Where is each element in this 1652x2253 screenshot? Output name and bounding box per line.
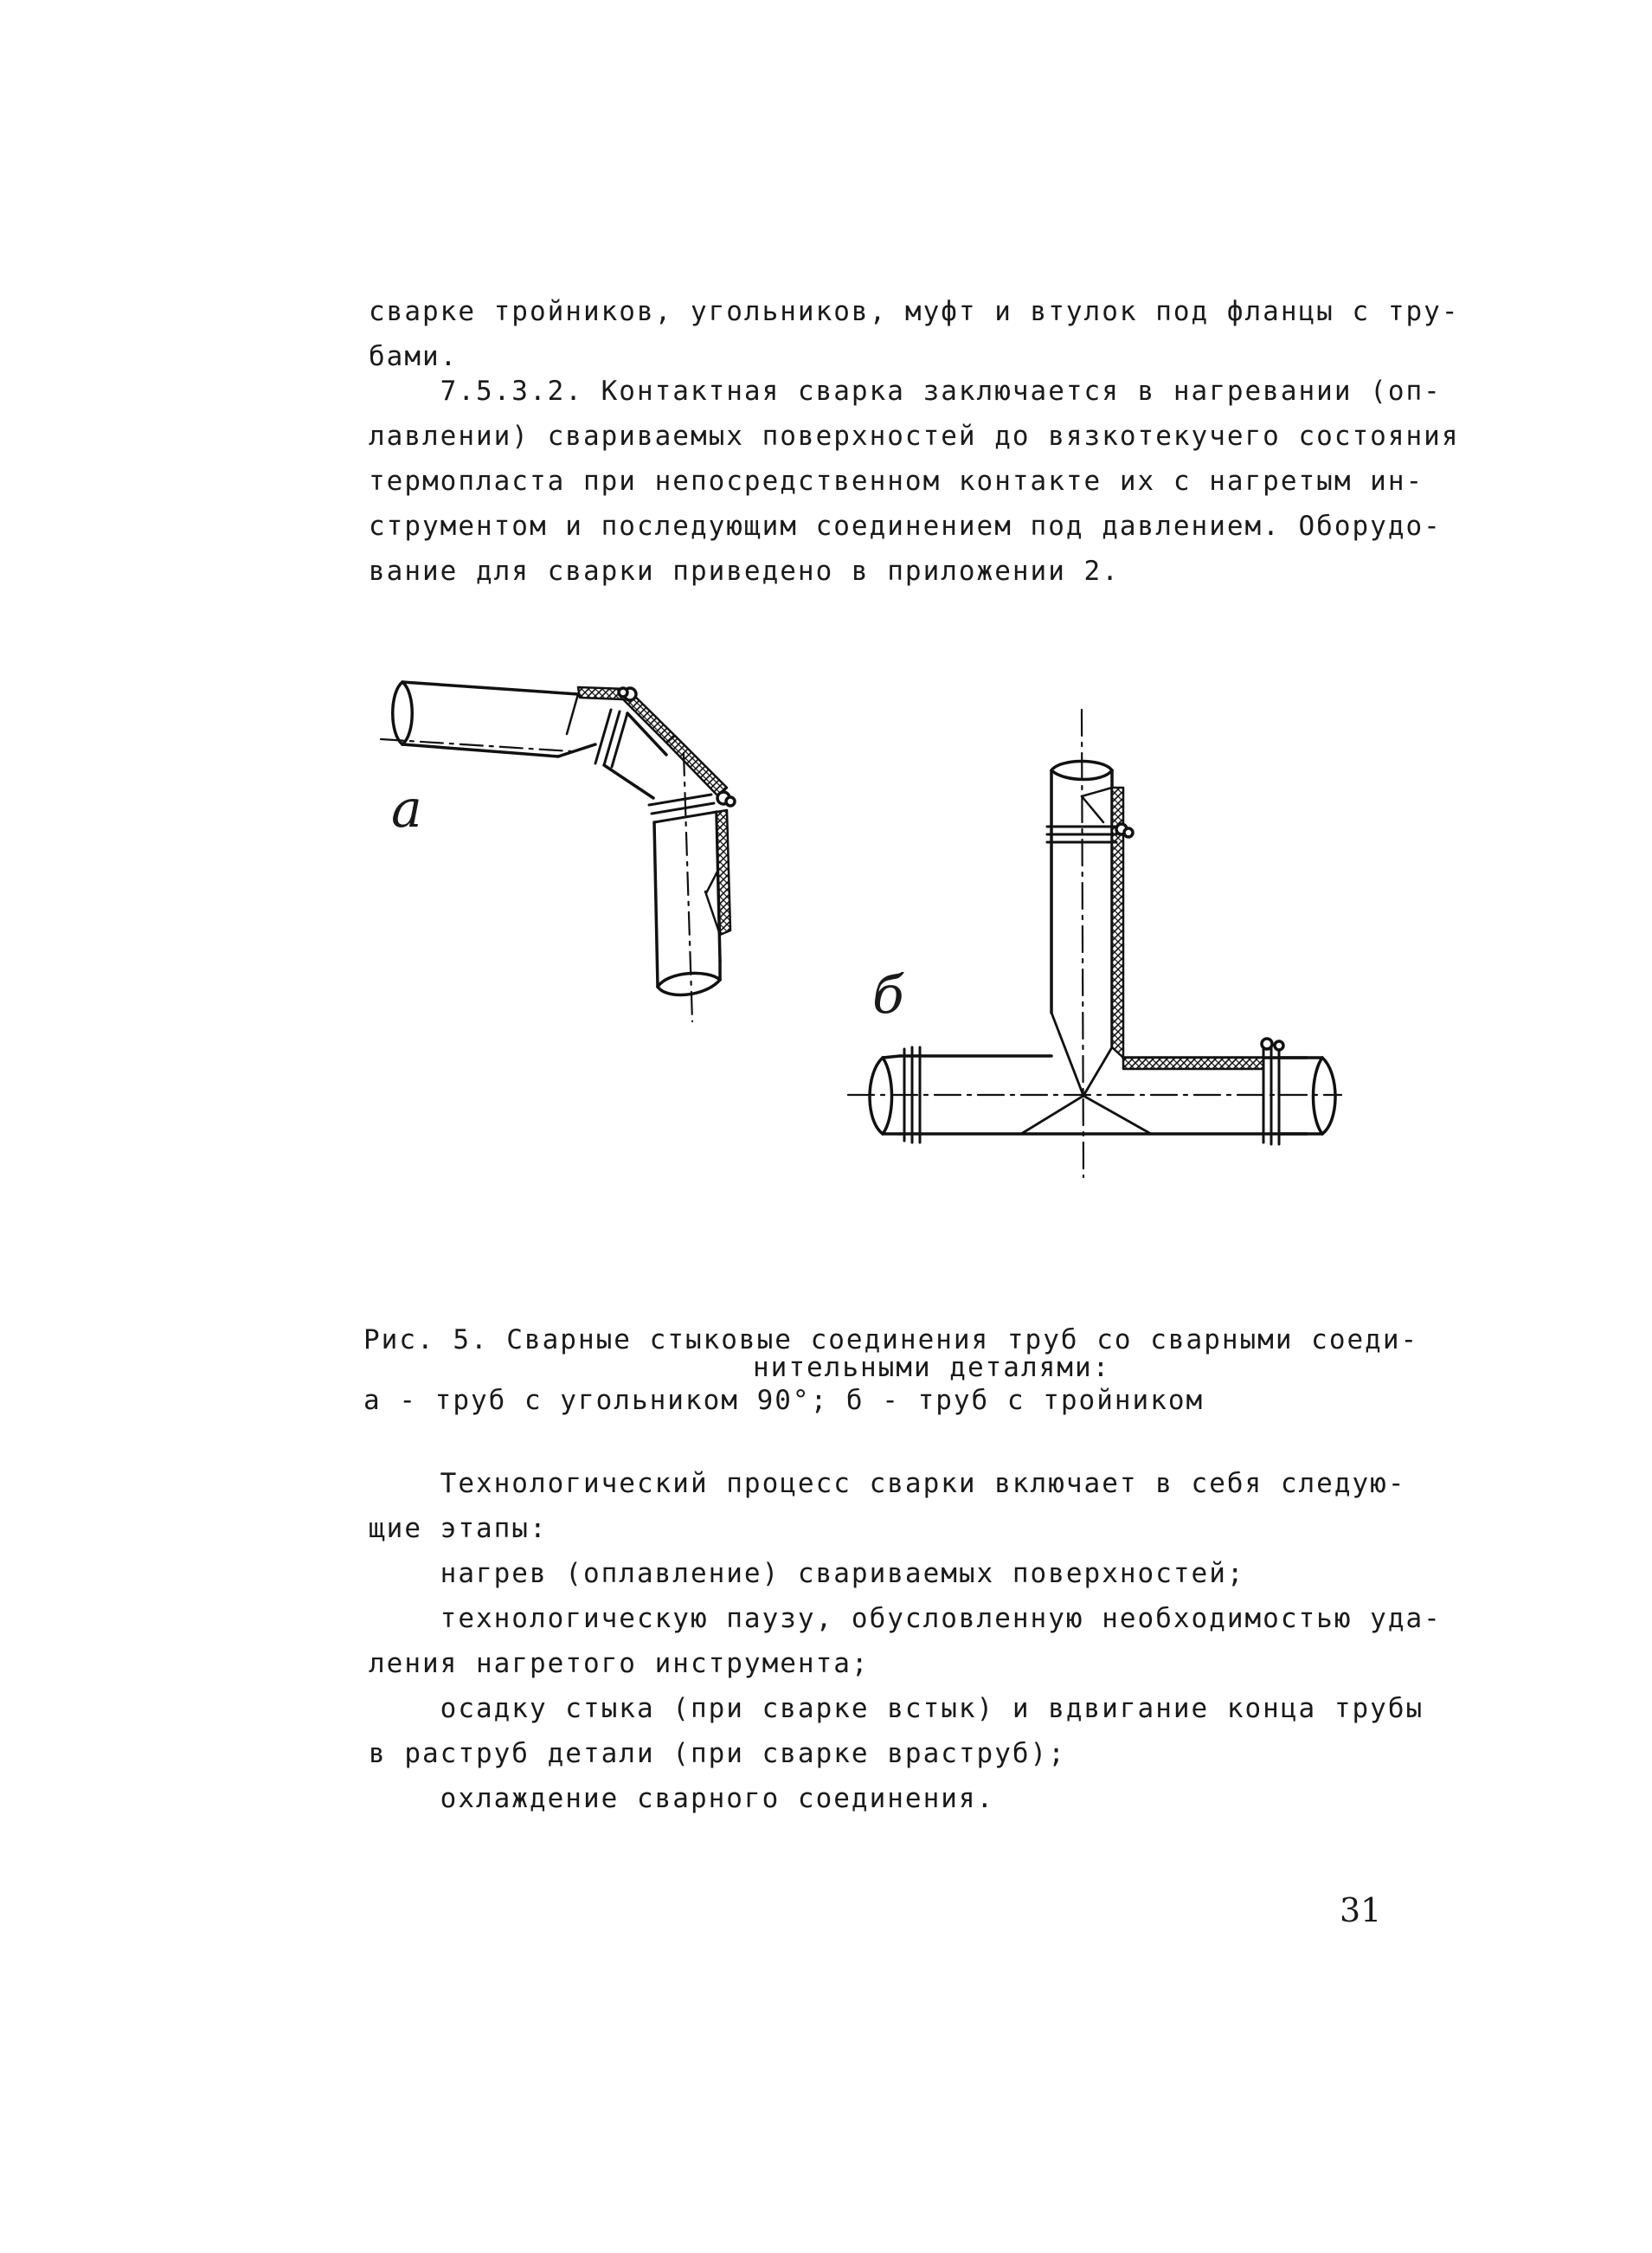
text-line: нагрев (оплавление) свариваемых поверхностей; xyxy=(369,1558,1245,1589)
text-line: сварке тройников, угольников, муфт и втулок под фланцы с тру- xyxy=(369,296,1460,327)
paragraph-2 xyxy=(369,369,1459,594)
text-line: в раструб детали (при сварке враструб); xyxy=(369,1738,1066,1769)
figure-caption-line-1: Рис. 5. Сварные стыковые соединения труб со сварными соеди- xyxy=(363,1324,1419,1355)
figure-caption-line-3: а - труб с угольником 90°; б - труб с тройником xyxy=(363,1385,1205,1416)
text-line: термопласта при непосредственном контакте их с нагретым ин- xyxy=(369,466,1424,497)
paragraph-1 xyxy=(369,289,1459,379)
text-line: струментом и последующим соединением под давлением. Оборудо- xyxy=(369,511,1442,542)
paragraph-3 xyxy=(369,1461,1442,1821)
text-line: 7.5.3.2. Контактная сварка заключается в нагревании (оп- xyxy=(369,376,1442,407)
text-line: вание для сварки приведено в приложении 2. xyxy=(369,556,1120,587)
text-line: бами. xyxy=(369,341,459,372)
text-line: осадку стыка (при сварке встык) и вдвигание конца трубы xyxy=(369,1693,1424,1724)
text-line: охлаждение сварного соединения. xyxy=(369,1783,995,1814)
figure-label-b: б xyxy=(872,965,904,1026)
figure-caption-line-2: нительными деталями: xyxy=(753,1352,1111,1383)
text-line: лавлении) свариваемых поверхностей до вязкотекучего состояния xyxy=(369,421,1460,452)
elbow-fitting xyxy=(381,682,735,1021)
text-line: ления нагретого инструмента; xyxy=(369,1648,870,1679)
text-line: Технологический процесс сварки включает в себя следую- xyxy=(369,1468,1406,1499)
figure-pipe-joints xyxy=(363,658,1385,1281)
figure-label-a: а xyxy=(391,779,422,840)
text-line: щие этапы: xyxy=(369,1513,548,1544)
page-number: 31 xyxy=(1340,1891,1382,1929)
tee-fitting xyxy=(848,710,1341,1177)
text-line: технологическую паузу, обусловленную необходимостью уда- xyxy=(369,1603,1442,1634)
